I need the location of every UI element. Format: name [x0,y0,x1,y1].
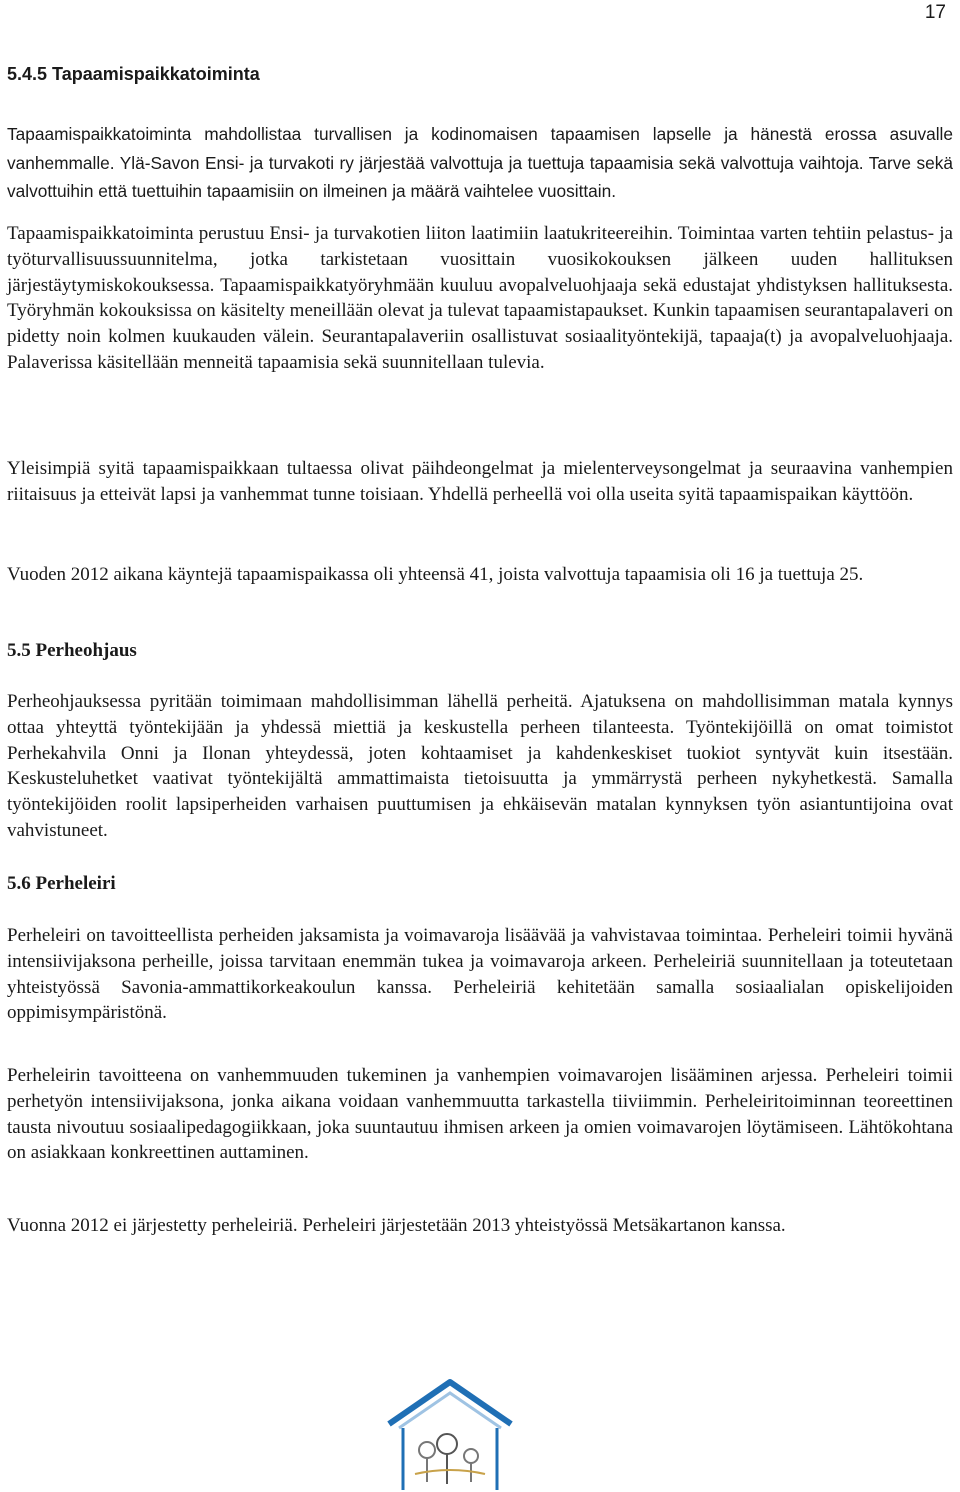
paragraph-5-4-5-reasons: Yleisimpiä syitä tapaamispaikkaan tultaessa olivat päihdeongelmat ja mielenterveysongelmat ja seuraavina vanhempien riitaisuus ja etteivät lapsi ja vanhemmat tunne toisiaan. Yhdellä perheellä voi olla useita syitä tapaamispaikan käyttöön. [7,458,953,505]
figure-head-1 [419,1442,435,1458]
paragraph-5-4-5-visits: Vuoden 2012 aikana käyntejä tapaamispaikassa oli yhteensä 41, joista valvottuja tapaamisia oli 16 ja tuettuja 25. [7,564,864,585]
decorative-stroke [415,1470,485,1474]
figure-head-2 [437,1434,457,1454]
paragraph-5-6-intro: Perheleiri on tavoitteellista perheiden jaksamista ja voimavaroja lisäävää ja vahvistavaa toimintaa. Perheleiri toimii hyvänä intensiivijaksona perheille, joissa tarvitaan enemmän tukea ja voimavaroja arkeen. Perheleiriä suunnitellaan ja toteutetaan yhteistyössä Savonia-ammattikorkeakoulun kanssa. Perheleiriä kehitetään samalla sosiaalialan opiskelijoiden oppimisympäristönä. [7,925,953,1024]
figure-head-3 [464,1449,478,1463]
section-heading-5-5: 5.5 Perheohjaus [7,640,137,661]
paragraph-5-6-2012: Vuonna 2012 ei järjestetty perheleiriä. Perheleiri järjestetään 2013 yhteistyössä Metsäkartanon kanssa. [7,1215,786,1236]
page-number: 17 [924,2,946,23]
section-heading-5-4-5: 5.4.5 Tapaamispaikkatoiminta [7,64,260,84]
paragraph-5-4-5-quality: Tapaamispaikkatoiminta perustuu Ensi- ja turvakotien liiton laatimiin laatukriteereihin. Toimintaa varten tehtiin pelastus- ja työturvallisuussuunnitelma, jotka tarkistetaan vuosittain vuosikokouksen jälkeen uuden hallituksen järjestäytymiskokouksessa. Tapaamispaikkatyöryhmään kuuluu avopalveluohjaaja sekä edustajat yhdistyksen hallituksesta. Työryhmän kokouksissa on käsitelty meneillään olevat ja tulevat tapaamistapaukset. Kunkin tapaamisen seurantapalaveri on pidetty noin kolmen kuukauden välein. Seurantapalaveriin osallistuvat sosiaalityöntekijä, tapaaja(t) ja avopalveluohjaaja. Palaverissa käsitellään menneitä tapaamisia sekä suunnitellaan tulevia. [7,223,953,373]
house-roof-inner [399,1393,501,1428]
house-roof-outer [389,1382,511,1424]
house-logo [385,1378,515,1492]
paragraph-5-6-goals: Perheleirin tavoitteena on vanhemmuuden tukeminen ja vanhempien voimavarojen lisääminen arjessa. Perheleiri toimii perhetyön intensiivijaksona, jonka aikana voidaan vanhemmuutta tarkastella tiiviimmin. Perheleiritoiminnan teoreettinen tausta nivoutuu sosiaalipedagogiikkaan, joka suuntautuu ihmisen arkeen ja omien voimavarojen löytämiseen. Lähtökohtana on asiakkaan konkreettinen auttaminen. [7,1065,953,1164]
paragraph-5-5: Perheohjauksessa pyritään toimimaan mahdollisimman lähellä perheitä. Ajatuksena on mahdollisimman matala kynnys ottaa yhteyttä työntekijään ja yhdessä miettiä ja keskustella perheen tilanteesta. Työntekijöillä on omat toimistot Perhekahvila Onni ja Ilonan yhteydessä, joten kohtaamiset ja kahdenkeskiset tuokiot syntyvät kuin itsestään. Keskusteluhetket vaativat työntekijältä ammattimaista tietoisuutta ja ymmärrystä perheen nykyhetkestä. Samalla työntekijöiden roolit lapsiperheiden varhaisen puuttumisen ja ehkäisevän matalan kynnyksen työn asiantuntijoina ovat vahvistuneet. [7,691,953,841]
paragraph-5-4-5-intro: Tapaamispaikkatoiminta mahdollistaa turvallisen ja kodinomaisen tapaamisen lapselle ja hänestä erossa asuvalle vanhemmalle. Ylä-Savon Ensi- ja turvakoti ry järjestää valvottuja ja tuettuja tapaamisia sekä valvottuja vaihtoja. Tarve sekä valvottuihin että tuettuihin tapaamisiin on ilmeinen ja määrä vaihtelee vuosittain. [7,124,953,201]
section-heading-5-6: 5.6 Perheleiri [7,873,116,894]
